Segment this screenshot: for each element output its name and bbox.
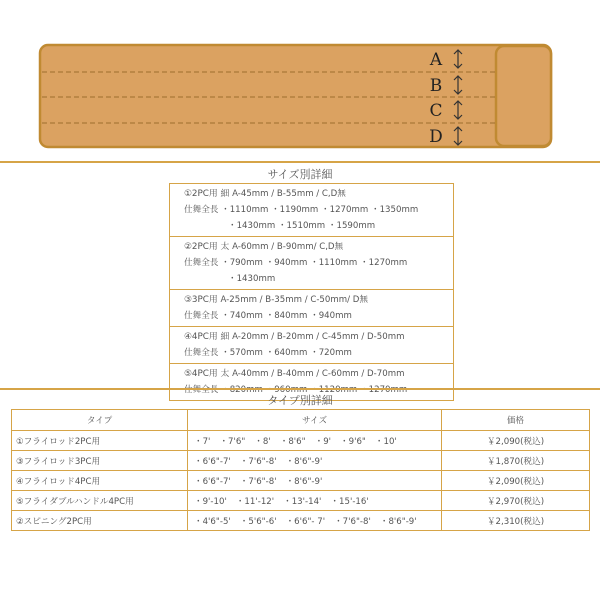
sizes-cell	[188, 511, 442, 531]
dimension-label-a: A	[429, 50, 443, 70]
size-option: ・7'6"-8'	[239, 456, 277, 467]
size-option: ・6'6"-7'	[194, 456, 231, 467]
length-line	[184, 345, 453, 361]
case-body	[40, 45, 551, 147]
length-line	[184, 218, 453, 234]
size-type: ②2PC用 太	[184, 242, 230, 252]
case-cap	[496, 46, 551, 146]
price-cell: ￥2,090(税込)	[442, 431, 590, 451]
length-line	[184, 308, 453, 324]
length-value: ・1430mm	[228, 274, 276, 284]
price-cell: ￥2,090(税込)	[442, 471, 590, 491]
length-value: ・1590mm	[327, 221, 376, 231]
type-cell: ①フライロッド2PC用	[12, 431, 188, 451]
length-value: ・940mm	[310, 311, 352, 321]
size-detail-box	[169, 183, 454, 401]
size-row	[170, 290, 453, 327]
type-cell: ④フライロッド4PC用	[12, 471, 188, 491]
length-line	[184, 202, 453, 218]
table-row	[12, 491, 590, 511]
size-type: ①2PC用 細	[184, 189, 230, 199]
size-row	[170, 184, 453, 237]
type-cell: ②スピニング2PC用	[12, 511, 188, 531]
length-value: ・1430mm	[228, 221, 276, 231]
length-value: ・840mm	[265, 311, 308, 321]
size-dims: A-45mm / B-55mm / C,D無	[232, 189, 346, 199]
size-dims: A-60mm / B-90mm/ C,D無	[232, 242, 344, 252]
length-label: 仕舞全長	[184, 311, 219, 321]
type-section-title: タイプ別詳細	[267, 394, 333, 407]
length-value: ・740mm	[221, 311, 263, 321]
length-value: ・940mm	[265, 258, 308, 268]
type-table-header	[12, 410, 590, 431]
sizes-cell	[188, 491, 442, 511]
size-option: ・6'6"-7'	[194, 476, 231, 487]
size-option: ・9'	[314, 436, 332, 447]
length-line	[184, 255, 453, 271]
table-row	[12, 451, 590, 471]
length-value: ・1510mm	[277, 221, 326, 231]
dimension-label-d: D	[429, 127, 443, 147]
size-dims: A-25mm / B-35mm / C-50mm/ D無	[220, 295, 368, 305]
size-section-title: サイズ別詳細	[267, 168, 333, 181]
size-type: ⑤4PC用 太	[184, 369, 230, 379]
size-row-head	[184, 186, 453, 202]
length-value: ・640mm	[265, 348, 308, 358]
size-option: ・8'6"-9'	[379, 516, 417, 527]
header-size: サイズ	[188, 410, 442, 431]
price-cell: ￥1,870(税込)	[442, 451, 590, 471]
divider-top	[0, 161, 600, 163]
sizes-cell	[188, 471, 442, 491]
size-option: ・11'-12'	[235, 496, 275, 507]
length-value: ・1110mm	[221, 205, 269, 215]
size-option: ・4'6"-5'	[194, 516, 231, 527]
length-value: ・1190mm	[271, 205, 319, 215]
divider-middle	[0, 388, 600, 390]
size-option: ・8'	[254, 436, 271, 447]
header-price: 価格	[442, 410, 590, 431]
type-cell: ③フライロッド3PC用	[12, 451, 188, 471]
length-label: 仕舞全長	[184, 205, 219, 215]
size-option: ・8'6"-9'	[285, 456, 323, 467]
price-cell: ￥2,970(税込)	[442, 491, 590, 511]
size-row-head	[184, 366, 453, 382]
length-label: 仕舞全長	[184, 348, 219, 358]
size-row-head	[184, 292, 453, 308]
length-value: ・720mm	[310, 348, 352, 358]
length-value: ・1270mm	[360, 258, 408, 268]
size-row-head	[184, 239, 453, 255]
size-option: ・7'6"-8'	[334, 516, 371, 527]
size-option: ・10'	[374, 436, 397, 447]
length-value: ・1120mm	[310, 385, 358, 395]
size-option: ・8'6"-9'	[285, 476, 323, 487]
dimension-label-c: C	[429, 101, 443, 121]
length-label: 仕舞全長	[184, 385, 219, 395]
size-option: ・7'6"	[219, 436, 246, 447]
size-row	[170, 327, 453, 364]
length-value: ・1270mm	[360, 385, 408, 395]
length-value: ・1110mm	[310, 258, 358, 268]
table-row	[12, 511, 590, 531]
size-option: ・13'-14'	[283, 496, 322, 507]
length-value: ・820mm	[221, 385, 263, 395]
size-type: ④4PC用 細	[184, 332, 230, 342]
length-value: ・1270mm	[321, 205, 369, 215]
table-row	[12, 431, 590, 451]
length-value: ・570mm	[221, 348, 263, 358]
size-option: ・7'6"-8'	[239, 476, 277, 487]
sizes-cell	[188, 431, 442, 451]
size-option: ・8'6"	[279, 436, 306, 447]
size-dims: A-40mm / B-40mm / C-60mm / D-70mm	[232, 369, 405, 379]
price-cell: ￥2,310(税込)	[442, 511, 590, 531]
type-cell: ⑤フライダブルハンドル4PC用	[12, 491, 188, 511]
dimension-label-b: B	[429, 76, 443, 96]
size-dims: A-20mm / B-20mm / C-45mm / D-50mm	[232, 332, 405, 342]
size-row	[170, 237, 453, 290]
size-option: ・5'6"-6'	[239, 516, 277, 527]
size-option: ・9'-10'	[194, 496, 227, 507]
length-value: ・960mm	[265, 385, 308, 395]
rod-case-diagram	[0, 0, 600, 160]
length-value: ・1350mm	[370, 205, 419, 215]
length-line	[184, 271, 453, 287]
size-option: ・15'-16'	[330, 496, 369, 507]
size-option: ・6'6"- 7'	[285, 516, 326, 527]
size-row-head	[184, 329, 453, 345]
size-option: ・9'6"	[340, 436, 366, 447]
type-detail-table	[11, 409, 590, 531]
size-type: ③3PC用	[184, 295, 218, 305]
length-value: ・790mm	[221, 258, 263, 268]
sizes-cell	[188, 451, 442, 471]
size-option: ・7'	[194, 436, 211, 447]
length-label: 仕舞全長	[184, 258, 219, 268]
header-type: タイプ	[12, 410, 188, 431]
table-row	[12, 471, 590, 491]
